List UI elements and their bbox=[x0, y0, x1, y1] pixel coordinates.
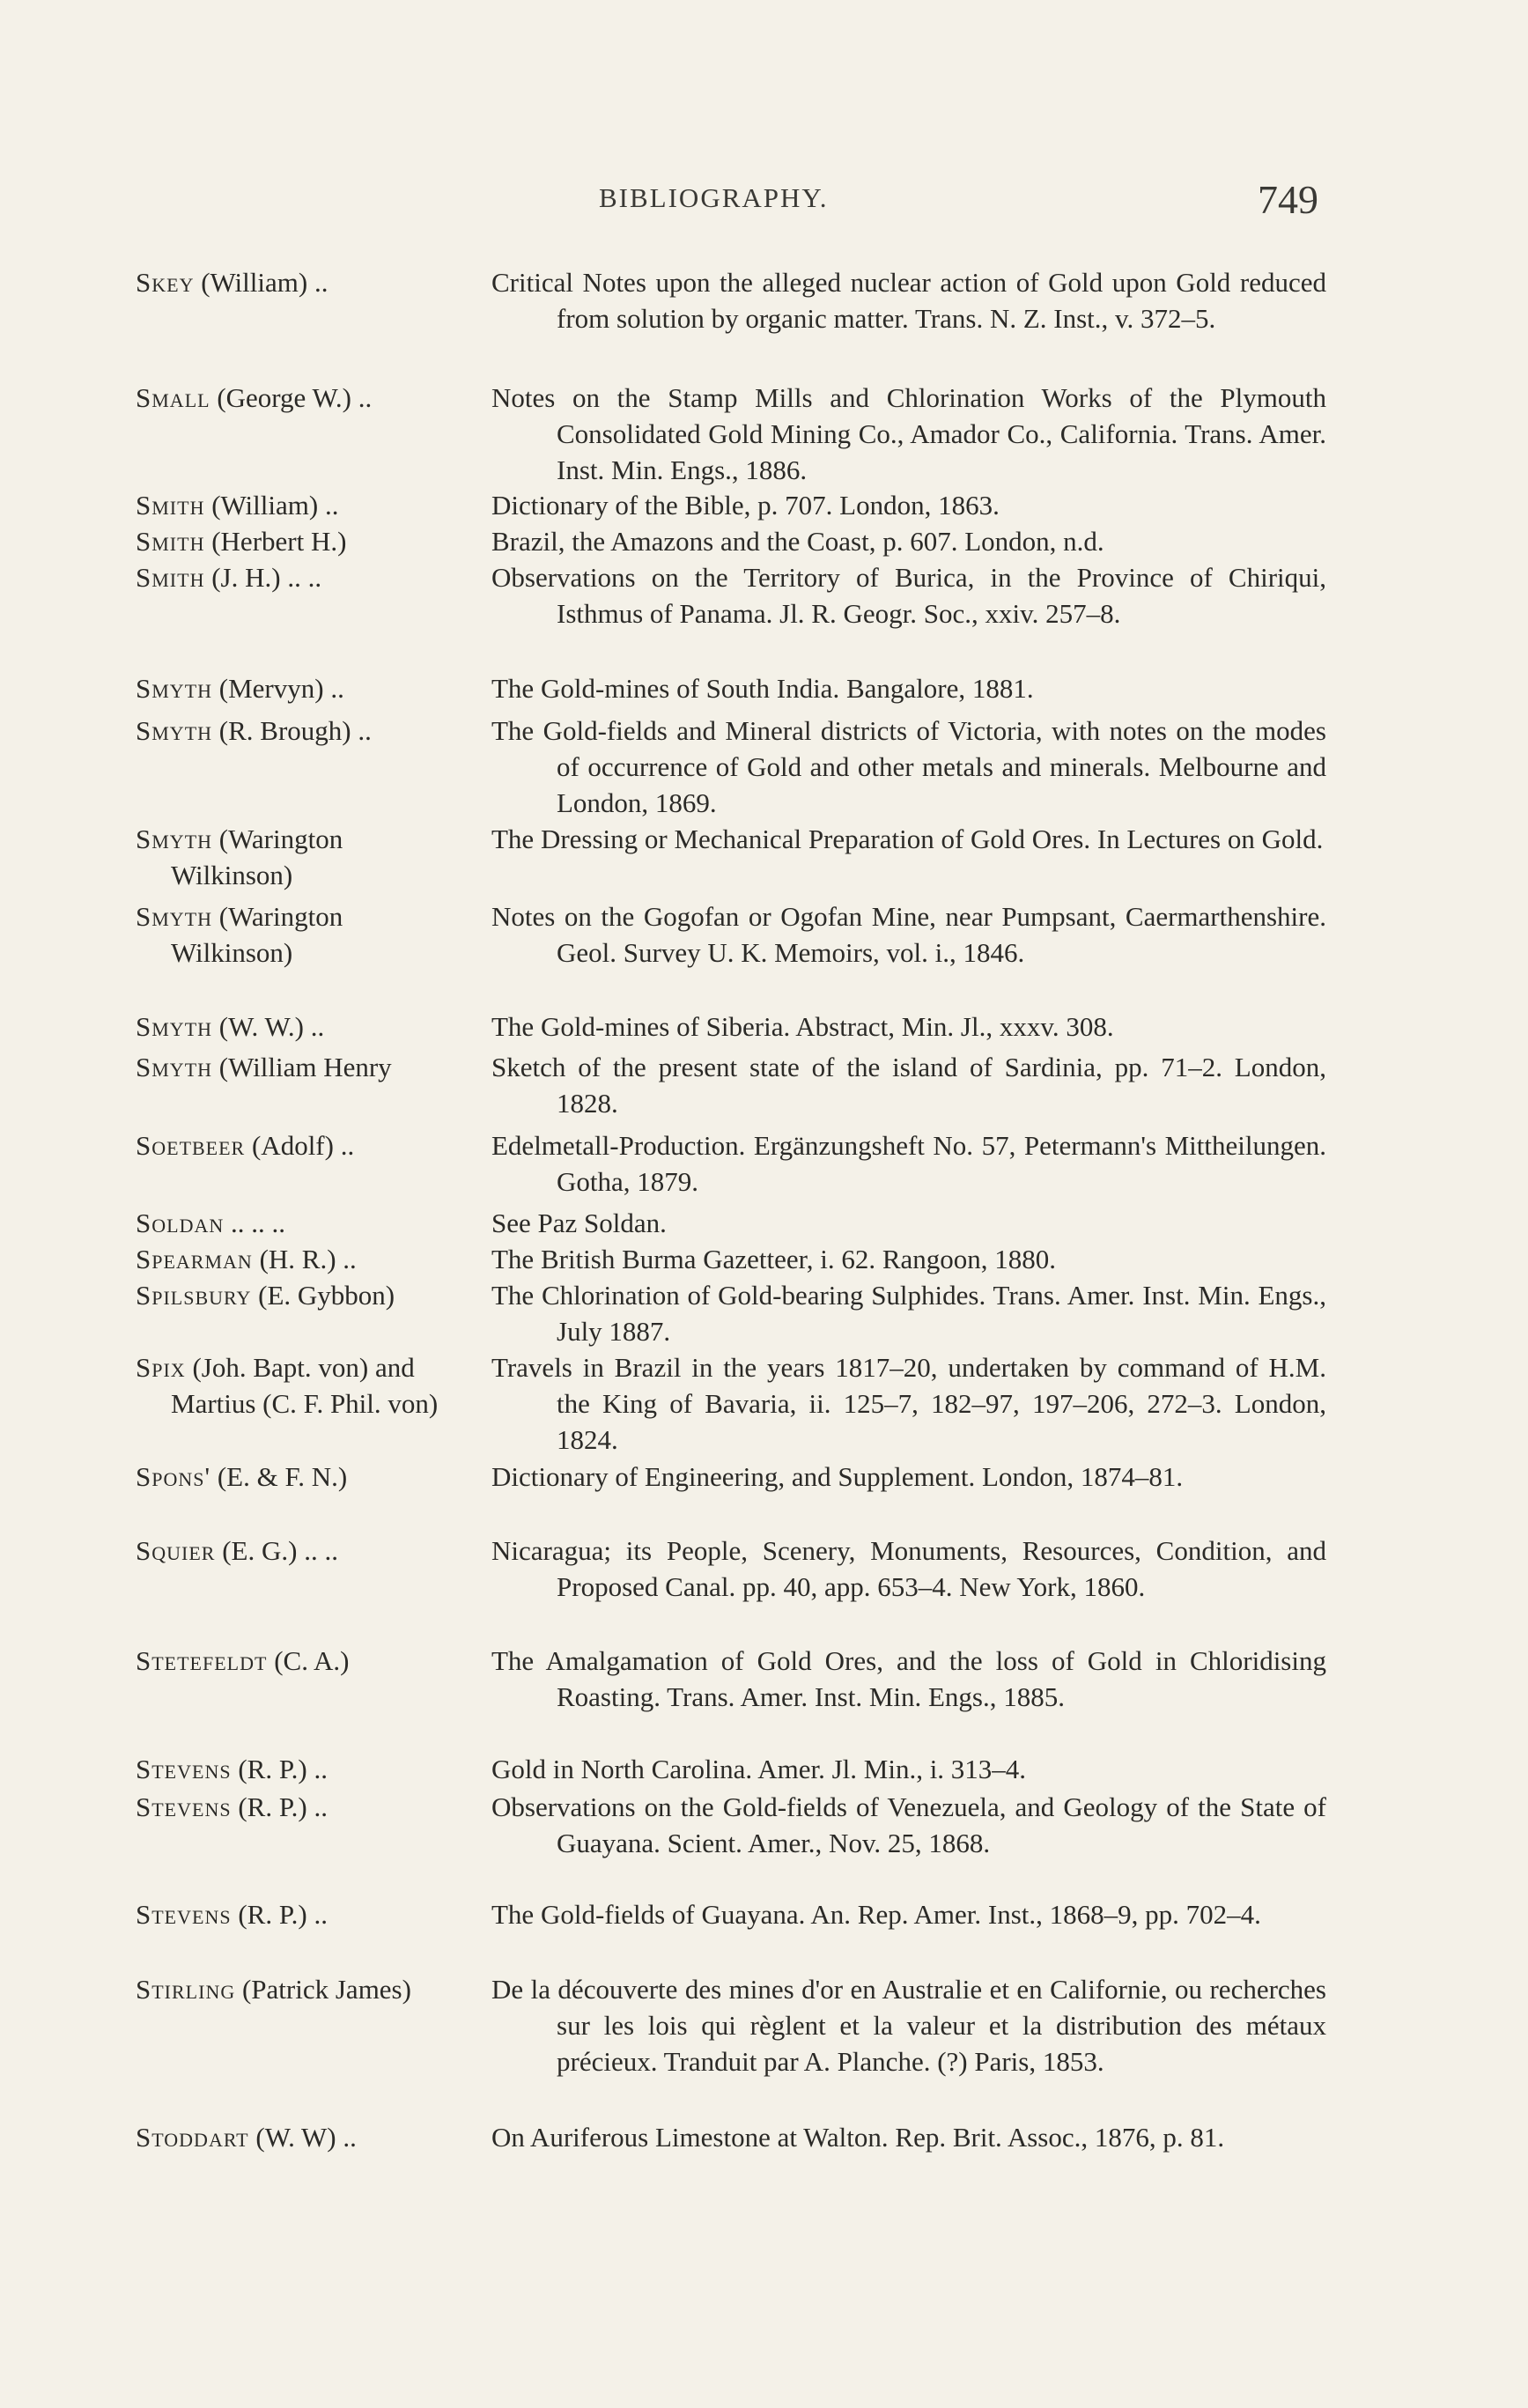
entry-author: Stevens (R. P.) .. bbox=[136, 1899, 328, 1930]
entry-title: The Dressing or Mechanical Preparation of Gold Ores. In Lectures on Gold. bbox=[491, 824, 1324, 854]
entry-author: Soldan .. .. .. bbox=[136, 1208, 285, 1238]
entry-author: Smyth (W. W.) .. bbox=[136, 1011, 325, 1042]
entry-title: Observations on the Gold-fields of Venezuela, and Geology of the State of Guayana. Scient. Amer., Nov. 25, 1868. bbox=[491, 1791, 1326, 1858]
entry-author: Smyth (William Henry bbox=[136, 1052, 392, 1082]
entry-author: Smith (Herbert H.) bbox=[136, 526, 347, 557]
entry-author: Spix (Joh. Bapt. von) and Martius (C. F. Phil. von) bbox=[136, 1352, 439, 1419]
entry-title: Travels in Brazil in the years 1817–20, undertaken by command of H.M. the King of Bavaria, ii. 125–7, 182–97, 197–206, 272–3. London, 1824. bbox=[491, 1352, 1326, 1455]
entry-title: The Gold-mines of South India. Bangalore, 1881. bbox=[491, 673, 1034, 704]
entry-author: Smith (William) .. bbox=[136, 490, 339, 521]
entry-author: Soetbeer (Adolf) .. bbox=[136, 1130, 355, 1161]
entry-title: The Amalgamation of Gold Ores, and the loss of Gold in Chloridising Roasting. Trans. Amer. Inst. Min. Engs., 1885. bbox=[491, 1645, 1326, 1712]
entry-title: Critical Notes upon the alleged nuclear action of Gold upon Gold reduced from solution by organic matter. Trans. N. Z. Inst., v. 372–5. bbox=[491, 267, 1326, 334]
entry-author: Stetefeldt (C. A.) bbox=[136, 1645, 350, 1676]
entry-title: The Gold-fields and Mineral districts of Victoria, with notes on the modes of occurrence of Gold and other metals and minerals. Melbourne and London, 1869. bbox=[491, 715, 1326, 818]
entry-author: Skey (William) .. bbox=[136, 267, 328, 298]
entry-author: Stevens (R. P.) .. bbox=[136, 1791, 328, 1822]
entry-title: On Auriferous Limestone at Walton. Rep. Brit. Assoc., 1876, p. 81. bbox=[491, 2122, 1225, 2153]
entry-title: Dictionary of Engineering, and Supplement. London, 1874–81. bbox=[491, 1461, 1184, 1492]
entry-author: Spons' (E. & F. N.) bbox=[136, 1461, 348, 1492]
entry-title: The British Burma Gazetteer, i. 62. Rangoon, 1880. bbox=[491, 1244, 1057, 1274]
entry-title: Gold in North Carolina. Amer. Jl. Min., i. 313–4. bbox=[491, 1754, 1027, 1784]
entry-title: The Gold-fields of Guayana. An. Rep. Amer. Inst., 1868–9, pp. 702–4. bbox=[491, 1899, 1261, 1930]
entry-author: Stevens (R. P.) .. bbox=[136, 1754, 328, 1784]
entry-author: Smith (J. H.) .. .. bbox=[136, 562, 322, 593]
entry-title: Notes on the Gogofan or Ogofan Mine, near Pumpsant, Caermarthenshire. Geol. Survey U. K. Memoirs, vol. i., 1846. bbox=[491, 901, 1326, 968]
entry-title: De la découverte des mines d'or en Australie et en Californie, ou recherches sur les lois qui règlent et la valeur et la distribution des métaux précieux. Tranduit par A. Planche. (?) Paris, 1853. bbox=[491, 1974, 1326, 2077]
entry-title: The Gold-mines of Siberia. Abstract, Min. Jl., xxxv. 308. bbox=[491, 1011, 1114, 1042]
page-number: 749 bbox=[1258, 177, 1318, 222]
entry-title: Sketch of the present state of the island of Sardinia, pp. 71–2. London, 1828. bbox=[491, 1052, 1326, 1119]
entry-title: Observations on the Territory of Burica, in the Province of Chiriqui, Isthmus of Panama. Jl. R. Geogr. Soc., xxiv. 257–8. bbox=[491, 562, 1326, 629]
entry-title: Notes on the Stamp Mills and Chlorination Works of the Plymouth Consolidated Gold Mining Co., Amador Co., California. Trans. Amer. Inst. Min. Engs., 1886. bbox=[491, 382, 1326, 485]
entry-title: Dictionary of the Bible, p. 707. London, 1863. bbox=[491, 490, 1000, 521]
entry-author: Smyth (R. Brough) .. bbox=[136, 715, 372, 746]
entry-author: Spearman (H. R.) .. bbox=[136, 1244, 357, 1274]
entry-author: Spilsbury (E. Gybbon) bbox=[136, 1280, 395, 1311]
entry-author: Stirling (Patrick James) bbox=[136, 1974, 411, 2005]
running-head: BIBLIOGRAPHY. bbox=[599, 182, 829, 213]
entry-author: Smyth (Warington Wilkinson) bbox=[136, 901, 343, 968]
entry-author: Stoddart (W. W) .. bbox=[136, 2122, 357, 2153]
entry-author: Smyth (Warington Wilkinson) bbox=[136, 824, 343, 890]
entry-title: The Chlorination of Gold-bearing Sulphides. Trans. Amer. Inst. Min. Engs., July 1887. bbox=[491, 1280, 1326, 1347]
entry-title: See Paz Soldan. bbox=[491, 1208, 667, 1238]
entry-author: Squier (E. G.) .. .. bbox=[136, 1535, 338, 1566]
entry-author: Small (George W.) .. bbox=[136, 382, 373, 413]
entry-title: Brazil, the Amazons and the Coast, p. 607. London, n.d. bbox=[491, 526, 1104, 557]
entry-title: Nicaragua; its People, Scenery, Monuments, Resources, Condition, and Proposed Canal. pp. 40, app. 653–4. New York, 1860. bbox=[491, 1535, 1326, 1602]
entry-title: Edelmetall-Production. Ergänzungsheft No. 57, Petermann's Mittheilungen. Gotha, 1879. bbox=[491, 1130, 1326, 1197]
entry-author: Smyth (Mervyn) .. bbox=[136, 673, 344, 704]
